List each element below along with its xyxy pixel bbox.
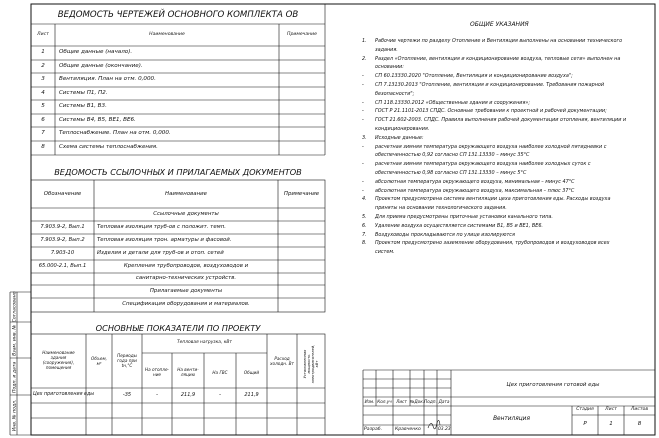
sheet-list-header-name: Наименование: [149, 32, 185, 37]
header-line: ляцию: [180, 372, 196, 377]
note-line: Воздуховоды прокладываются по улице изолируются: [375, 231, 515, 238]
note-marker: -: [362, 73, 364, 80]
note-marker: 3.: [362, 134, 367, 141]
note-line: основании:: [375, 64, 404, 71]
ref-doc-code: 7.903.9-2, Вып.2: [40, 237, 85, 243]
ref-doc-code: 7.903.9-2, Вып.1: [40, 224, 85, 230]
header-line: Расход: [274, 356, 290, 361]
sheet-num: 7: [41, 130, 45, 136]
side-label-sign-date: Подп. и дата: [12, 361, 18, 393]
side-label-replace: Взам. инв. №: [12, 324, 18, 356]
indicator-total: 211,9: [244, 392, 259, 398]
indicators-title: ОСНОВНЫЕ ПОКАЗАТЕЛИ ПО ПРОЕКТУ: [95, 323, 261, 333]
ref-doc-code: 65.000-2.1, Вып.1: [38, 263, 87, 269]
note-marker: -: [362, 108, 364, 115]
stamp-sheet-head: Лист: [605, 407, 617, 412]
stamp-stage: Р: [583, 421, 587, 427]
sheet-num: 1: [41, 49, 45, 55]
note-line: Проектом предусмотрено заземление оборудования, трубопроводов и воздуховодов всех: [375, 240, 610, 247]
ref-doc-name: Прилагаемые документы: [149, 288, 223, 294]
stamp-author: Кравченко: [395, 427, 421, 432]
header-line: мощность: [307, 354, 311, 374]
indicators-header-name: [31, 350, 86, 370]
ref-doc-name: Крепления трубопроводов, воздуховодов и: [123, 263, 249, 269]
ref-doc-name: Тепловая изоляция трон. арматуры и фасовой.: [97, 237, 232, 243]
ref-doc-name: Ссылочные документы: [153, 211, 219, 217]
stamp-sheet: 1: [609, 421, 613, 427]
header-line: электродвигателей,: [311, 344, 315, 384]
stamp-sheets: 8: [637, 421, 642, 427]
header-line: холодн. Вт: [270, 361, 294, 366]
sheet-num: 6: [41, 117, 45, 123]
indicator-building: Цех приготовления еды: [33, 392, 95, 397]
note-line: систем.: [375, 249, 395, 256]
sheet-name: Системы В4, В5, ВЕ1, ВЕ6.: [59, 117, 136, 123]
indicator-gvs: -: [219, 392, 221, 398]
stamp-head-doc: №Док.: [410, 399, 425, 404]
note-marker: 6.: [362, 222, 367, 229]
header-line: На ГВС: [212, 370, 228, 375]
note-marker: 1.: [362, 38, 367, 44]
stamp-role: Разраб.: [364, 427, 383, 432]
stamp-head-rev: Изм.: [364, 399, 375, 404]
note-line: Проектом предусмотрена система вентиляции цеха приготовления еды. Расходы воздуха: [375, 196, 611, 203]
header-line: Наименование: [42, 350, 75, 355]
note-line: расчетная зимняя температура окружающего воздуха наиболее холодной пятидневки с: [375, 143, 607, 150]
header-line: помещения: [45, 365, 72, 370]
sheet-name: Общие данные (окончание).: [59, 63, 143, 69]
note-marker: 2.: [362, 55, 367, 62]
sheet-num: 2: [41, 63, 45, 69]
sheet-num: 4: [41, 90, 45, 96]
note-line: задания.: [375, 46, 398, 53]
note-line: Раздел «Отопление, вентиляция и кондиционирование воздуха, тепловые сети» выполнен на: [375, 55, 621, 62]
stamp-head-qty: Кол.уч: [377, 399, 392, 404]
note-line: обеспеченностью 0,98 согласно СП 131.13330 – минус 5°С: [375, 170, 527, 176]
sheet-name: Системы П1, П2.: [59, 90, 108, 96]
note-line: ГОСТ Р 21.1101-2013 СПДС. Основные требования к проектной и рабочей документации;: [375, 108, 607, 115]
indicators-header-gvs: [204, 370, 236, 375]
side-label-inv: Инв. № подл.: [12, 399, 18, 432]
indicator-period: -35: [122, 392, 132, 398]
sheet-name: Теплоснабжение. План на отм. 0,000.: [59, 130, 171, 136]
ref-doc-name: Тепловая изоляция труб-ов с положит. темп.: [97, 224, 226, 230]
header-line: м³: [96, 361, 102, 366]
header-line: ние: [152, 372, 162, 377]
header-line: Объем,: [91, 356, 107, 361]
header-line: года при: [117, 358, 137, 363]
header-line: tн,°С: [121, 363, 133, 368]
note-line: СП 60.13330.2020 "Отопление, Вентиляция и кондиционирование воздуха";: [375, 73, 573, 80]
stamp-date: 03.23: [438, 427, 451, 432]
general-notes-title: ОБЩИЕ УКАЗАНИЯ: [470, 21, 529, 28]
indicators-header-period: [112, 353, 142, 368]
sheet-num: 8: [41, 144, 45, 150]
note-marker: -: [362, 187, 364, 194]
note-line: абсолютная температура окружающего воздуха, максимальная – плюс 37°С: [375, 187, 575, 194]
sheet-name: Системы В1, В3.: [59, 103, 107, 109]
note-marker: 5.: [362, 214, 367, 220]
ref-docs-header-name: Наименование: [165, 191, 207, 197]
sheet-num: 5: [41, 103, 45, 109]
note-line: Удаление воздуха осуществляется системами В1, В5 и ВЕ1, ВЕ6.: [375, 222, 543, 229]
note-line: СП 118.13330.2012 «Общественные здания и сооружения»;: [375, 99, 531, 106]
note-marker: -: [362, 143, 364, 150]
note-line: расчетная зимняя температура окружающего воздуха наиболее холодных суток с: [375, 161, 591, 168]
note-line: ГОСТ 21.602-2003. СПДС. Правила выполнения рабочей документации отопления, вентиляции и: [375, 117, 627, 124]
note-line: СП 7.13130.2013 "Отопление, вентиляция и кондиционирование. Требования пожарной: [375, 82, 605, 88]
sheet-name: Схема системы теплоснабжения.: [59, 144, 158, 150]
note-marker: -: [362, 161, 364, 168]
note-line: кондиционирования.: [375, 126, 430, 132]
note-marker: -: [362, 82, 364, 88]
sheet-list-header-note: Примечание: [287, 32, 317, 37]
indicators-header-vent: [172, 367, 204, 377]
note-marker: 4.: [362, 196, 367, 203]
sheet-name: Общие данные (начало).: [59, 49, 133, 55]
header-line: На венти-: [177, 367, 199, 372]
indicators-header-heat: Тепловая нагрузка, кВт: [176, 340, 232, 345]
stamp-sheets-head: Листов: [630, 407, 649, 412]
indicators-header-power: [303, 342, 319, 386]
note-line: Рабочие чертежи по разделу Отопление и Вентиляция выполнены на основании технического: [375, 38, 623, 44]
stamp-head-sign: Подп.: [424, 399, 437, 404]
header-line: здания: [50, 355, 67, 360]
header-line: кВт: [315, 360, 319, 368]
sheet-name: Вентиляция. План на отм. 0,000.: [59, 76, 156, 82]
indicators-header-heating: [142, 367, 172, 377]
ref-doc-name: Изделия и детали для труб-ов и отоп. сетей: [97, 250, 224, 256]
stamp-stage-head: Стадия: [576, 407, 594, 412]
header-line: На отопле-: [144, 367, 170, 372]
note-line: безопасности";: [375, 90, 415, 97]
sheet-list-title: ВЕДОМОСТЬ ЧЕРТЕЖЕЙ ОСНОВНОГО КОМПЛЕКТА ОВ: [57, 10, 299, 20]
note-marker: 7.: [362, 231, 367, 238]
ref-doc-code: 7.903-10: [50, 250, 75, 256]
sheet-list-header-num: Лист: [37, 32, 49, 37]
header-line: Периоды: [117, 353, 137, 358]
ref-doc-name: санитарно-технических устройств.: [135, 275, 237, 281]
stamp-head-sheet: Лист: [396, 399, 407, 404]
side-label-agreed: Согласовано: [12, 291, 18, 323]
ref-docs-title: ВЕДОМОСТЬ ССЫЛОЧНЫХ И ПРИЛАГАЕМЫХ ДОКУМЕНТОВ: [54, 167, 302, 177]
ref-docs-header-note: Примечание: [283, 191, 320, 197]
header-line: Установленная: [303, 349, 307, 379]
header-line: (сооружения),: [42, 360, 75, 365]
note-marker: -: [362, 178, 364, 185]
sheet-num: 3: [41, 76, 45, 82]
indicator-vent: 211,9: [180, 392, 196, 398]
ref-doc-name: Спецификация оборудования и материалов.: [122, 301, 250, 307]
note-marker: -: [362, 99, 364, 106]
stamp-object: Цех приготовления готовой еды: [506, 382, 600, 388]
indicators-header-air: [267, 356, 297, 366]
stamp-section: Вентиляция: [493, 416, 530, 422]
note-line: абсолютная температура окружающего воздуха, минимальная – минус 47°С: [375, 178, 575, 185]
indicators-header-total: [236, 370, 267, 375]
note-marker: -: [362, 117, 364, 124]
indicators-header-volume: [86, 356, 112, 366]
note-line: обеспеченностью 0,92 согласно СП 131.13330 – минус 35°С: [375, 152, 530, 159]
note-line: Для приема предусмотрены приточные установки канального типа.: [375, 214, 553, 220]
note-line: приняты на основании технологического задания.: [375, 205, 507, 212]
header-line: Общий: [243, 370, 260, 375]
indicator-heating: -: [156, 392, 158, 398]
ref-docs-header-code: Обозначение: [43, 191, 82, 197]
stamp-head-date: Дата: [438, 399, 450, 404]
note-line: Исходные данные:: [375, 134, 424, 141]
note-marker: 8.: [362, 240, 367, 247]
